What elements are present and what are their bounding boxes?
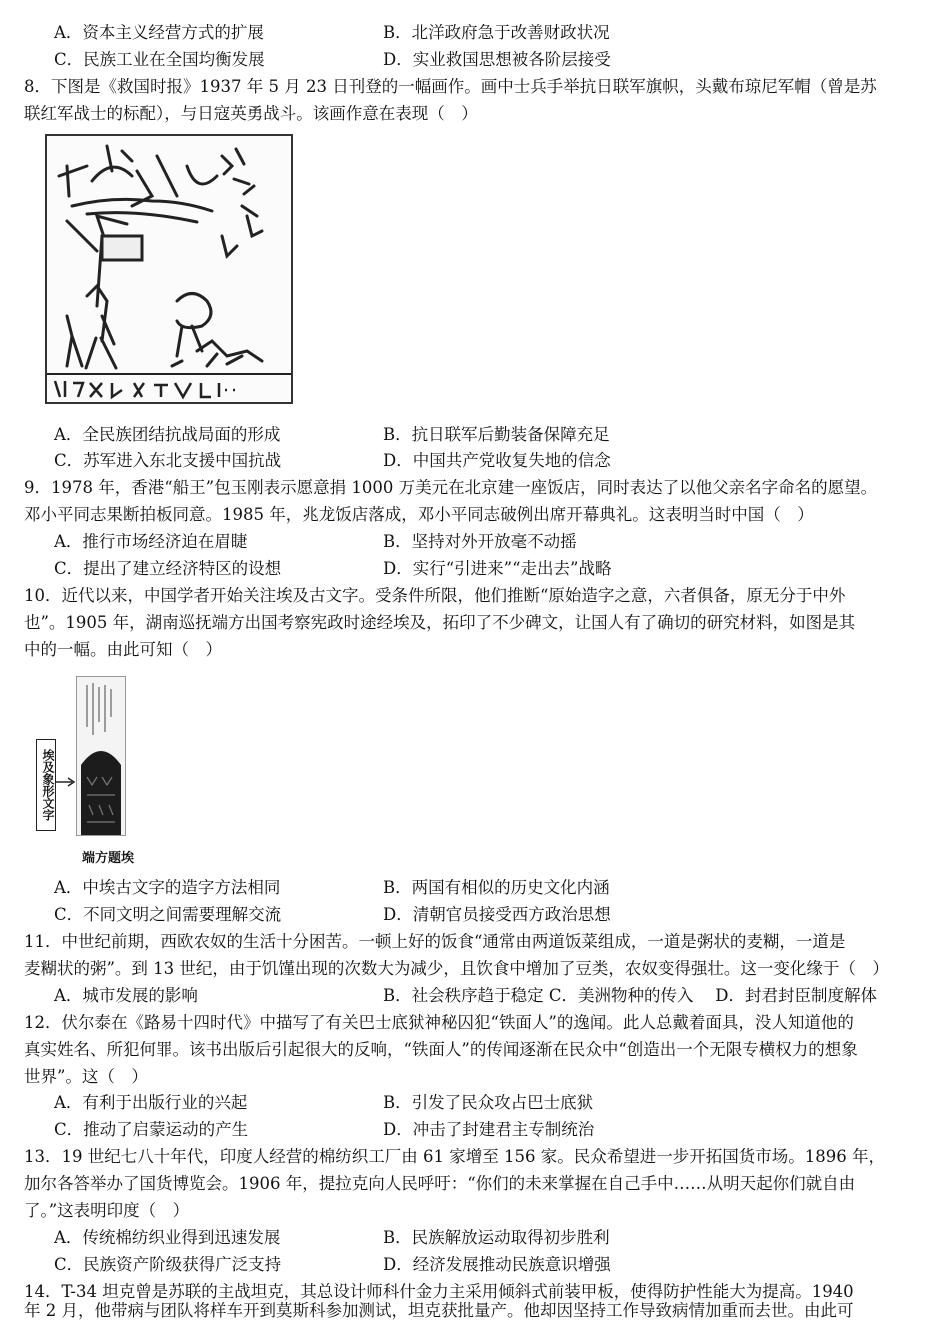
q13-stem-line-1: 13．19 世纪七八十年代，印度人经营的棉纺织工厂由 61 家增至 156 家。民众希望进一步开拓国货市场。1896 年，	[24, 1147, 885, 1166]
q8-options-row-1	[0, 422, 943, 448]
q10-option-a[interactable]: A．中埃古文字的造字方法相同	[54, 878, 281, 897]
q8-options-row-2	[0, 448, 943, 474]
q9-options-row-2	[0, 556, 943, 582]
q9-option-a[interactable]: A．推行市场经济迫在眉睫	[54, 532, 248, 551]
q13-option-a[interactable]: A．传统棉纺织业得到迅速发展	[54, 1228, 281, 1247]
q8-stem-line-2: 联红军战士的标配），与日寇英勇战斗。该画作意在表现（ ）	[24, 104, 478, 123]
q7-option-d[interactable]: D．实业救国思想被各阶层接受	[383, 50, 611, 69]
q13-stem-line-2: 加尔各答举办了国货博览会。1906 年，提拉克向人民呼吁：“你们的未来掌握在自己手中……从明天起你们就自由	[24, 1174, 856, 1193]
q12-option-c[interactable]: C．推动了启蒙运动的产生	[54, 1120, 249, 1139]
hieroglyph-label-box	[36, 739, 56, 831]
drawing-illustration	[47, 136, 291, 402]
q8-stem-line-1: 8．下图是《救国时报》1937 年 5 月 23 日刊登的一幅画作。画中士兵手举抗日联军旗帜，头戴布琼尼军帽（曾是苏	[24, 77, 877, 96]
q10-stem-line-3: 中的一幅。由此可知（ ）	[24, 640, 222, 659]
q14-stem-line-1: 14．T-34 坦克曾是苏联的主战坦克，其总设计师科什金力主采用倾斜式前装甲板，使得防护性能大为提高。1940	[24, 1282, 854, 1301]
q10-stem-line-1: 10．近代以来，中国学者开始关注埃及古文字。受条件所限，他们推断“原始造字之意，六者俱备，原无分于中外	[24, 586, 846, 605]
q9-stem-line-2: 邓小平同志果断拍板同意。1985 年，兆龙饭店落成，邓小平同志破例出席开幕典礼。这表明当时中国（ ）	[24, 505, 814, 524]
q12-stem-line-1: 12．伏尔泰在《路易十四时代》中描写了有关巴士底狱神秘囚犯“铁面人”的逸闻。此人总戴着面具，没人知道他的	[24, 1013, 854, 1032]
q9-option-b[interactable]: B．坚持对外开放毫不动摇	[383, 532, 577, 551]
q10-option-d[interactable]: D．清朝官员接受西方政治思想	[383, 905, 611, 924]
q12-option-d[interactable]: D．冲击了封建君主专制统治	[383, 1120, 595, 1139]
q7-option-a[interactable]: A．资本主义经营方式的扩展	[54, 23, 264, 42]
hieroglyph-label: 埃及象形文字	[41, 749, 55, 821]
q7-option-b[interactable]: B．北洋政府急于改善财政状况	[383, 23, 610, 42]
q10-stem-line-2: 也”。1905 年，湖南巡抚端方出国考察宪政时途经埃及，拓印了不少碑文，让国人有了确切的研究材料，如图是其	[24, 613, 856, 632]
q14-stem-line-2: 年 2 月，他带病与团队将样车开到莫斯科参加测试，坦克获批量产。他却因坚持工作导致病情加重而去世。由此可	[24, 1301, 854, 1320]
q13-stem-line-3: 了。”这表明印度（ ）	[24, 1201, 190, 1220]
q7-options-row-2	[0, 47, 943, 73]
q11-stem-line-2: 麦糊状的粥”。到 13 世纪，由于饥馑出现的次数大为减少，且饮食中增加了豆类，农奴变得强壮。这一变化缘于（ ）	[24, 959, 889, 978]
q9-option-c[interactable]: C．提出了建立经济特区的设想	[54, 559, 282, 578]
q7-option-c[interactable]: C．民族工业在全国均衡发展	[54, 50, 265, 69]
stele-rubbing	[77, 677, 125, 835]
q12-stem-line-2: 真实姓名、所犯何罪。该书出版后引起很大的反响，“铁面人”的传闻逐渐在民众中“创造出一个无限专横权力的想象	[24, 1040, 858, 1059]
q11-option-a[interactable]: A．城市发展的影响	[54, 986, 198, 1005]
q10-figure-caption: 端方题埃	[82, 851, 135, 866]
q8-propaganda-drawing	[45, 134, 293, 404]
q10-option-b[interactable]: B．两国有相似的历史文化内涵	[383, 878, 610, 897]
q13-option-b[interactable]: B．民族解放运动取得初步胜利	[383, 1228, 610, 1247]
q12-options-row-2	[0, 1117, 943, 1143]
q8-option-c[interactable]: C．苏军进入东北支援中国抗战	[54, 451, 282, 470]
q10-egyptian-stele-figure	[36, 676, 136, 836]
q9-stem-line-1: 9．1978 年，香港“船王”包玉刚表示愿意捐 1000 万美元在北京建一座饭店，同时表达了以他父亲名字命名的愿望。	[24, 478, 878, 497]
q10-options-row-2	[0, 902, 943, 928]
q9-options-row-1	[0, 529, 943, 555]
q8-option-b[interactable]: B．抗日联军后勤装备保障充足	[383, 425, 610, 444]
q7-options-row-1	[0, 20, 943, 46]
q13-options-row-1	[0, 1225, 943, 1251]
rubbing-scroll	[76, 676, 126, 836]
q11-options-bcd[interactable]: B．社会秩序趋于稳定 C．美洲物种的传入 D．封君封臣制度解体	[383, 986, 877, 1005]
q9-option-d[interactable]: D．实行“引进来”“走出去”战略	[383, 559, 612, 578]
q12-option-a[interactable]: A．有利于出版行业的兴起	[54, 1093, 248, 1112]
q8-option-d[interactable]: D．中国共产党收复失地的信念	[383, 451, 611, 470]
q10-option-c[interactable]: C．不同文明之间需要理解交流	[54, 905, 282, 924]
q13-option-d[interactable]: D．经济发展推动民族意识增强	[383, 1255, 611, 1274]
q12-stem-line-3: 世界”。这（ ）	[24, 1067, 148, 1086]
q13-options-row-2	[0, 1252, 943, 1278]
q13-option-c[interactable]: C．民族资产阶级获得广泛支持	[54, 1255, 282, 1274]
q10-options-row-1	[0, 875, 943, 901]
q11-stem-line-1: 11．中世纪前期，西欧农奴的生活十分困苦。一顿上好的饭食“通常由两道饭菜组成，一道是粥状的麦糊，一道是	[24, 932, 846, 951]
arrow-icon	[56, 776, 76, 788]
q12-options-row-1	[0, 1090, 943, 1116]
q8-option-a[interactable]: A．全民族团结抗战局面的形成	[54, 425, 281, 444]
q11-options-row	[0, 983, 943, 1009]
q12-option-b[interactable]: B．引发了民众攻占巴士底狱	[383, 1093, 594, 1112]
